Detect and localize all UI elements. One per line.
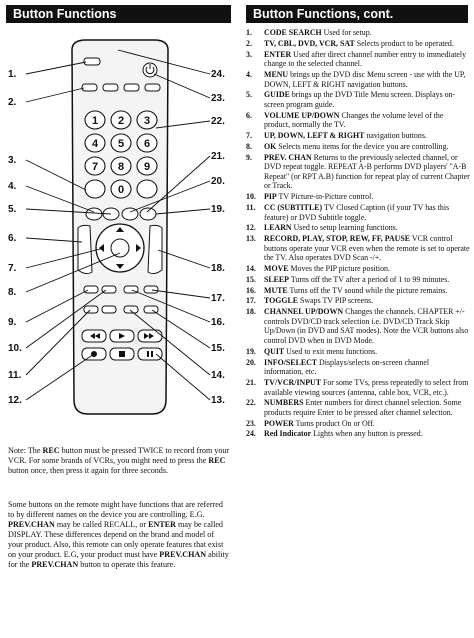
function-number: 18.: [246, 307, 256, 317]
function-item: [246, 264, 470, 274]
function-number: 14.: [246, 264, 256, 274]
function-key: TV, CBL, DVD, VCR, SAT: [264, 38, 355, 48]
function-key: MUTE: [264, 285, 288, 295]
function-description: Turns product On or Off.: [293, 418, 375, 428]
remote-illustration: [6, 28, 234, 438]
function-description: brings up the DVD disc Menu screen - use with the UP, DOWN, LEFT & RIGHT navigation buttons.: [264, 69, 466, 89]
function-item: [246, 142, 470, 152]
function-item: [246, 39, 470, 49]
function-description: TV Closed Caption (if your TV has this feature) or DVD Subtitle toggle.: [264, 202, 450, 222]
function-description: Used to exit menu functions.: [284, 346, 378, 356]
callout-12: 12.: [8, 395, 22, 406]
function-number: 8.: [246, 141, 252, 151]
callout-8: 8.: [8, 287, 17, 298]
callout-2: 2.: [8, 97, 17, 108]
function-number: 23.: [246, 418, 256, 428]
callout-20: 20.: [211, 176, 225, 187]
function-item: [246, 307, 470, 345]
function-item: [246, 296, 470, 306]
function-number: 20.: [246, 357, 256, 367]
function-number: 17.: [246, 296, 256, 306]
function-description: Moves the PIP picture position.: [288, 264, 390, 274]
key-1: 1: [91, 115, 99, 127]
function-number: 21.: [246, 377, 256, 387]
function-number: 9.: [246, 152, 252, 162]
function-item: [246, 203, 470, 222]
function-number: 13.: [246, 234, 256, 244]
function-description: Used for setup.: [321, 28, 372, 37]
callout-9: 9.: [8, 317, 17, 328]
callout-10: 10.: [8, 343, 22, 354]
callout-19: 19.: [211, 204, 225, 215]
function-description: Lights when any button is pressed.: [311, 429, 423, 439]
key-8: 8: [117, 161, 125, 173]
function-number: 10.: [246, 192, 256, 202]
function-item: [246, 50, 470, 69]
function-description: Used to setup learning functions.: [291, 223, 398, 233]
key-4: 4: [91, 138, 99, 150]
function-number: 22.: [246, 398, 256, 408]
function-key: SLEEP: [264, 274, 289, 284]
right-header: Button Functions, cont.: [246, 5, 468, 23]
function-number: 19.: [246, 346, 256, 356]
key-0: 0: [117, 184, 125, 196]
function-key: TOGGLE: [264, 296, 299, 306]
function-description: Enter numbers for direct channel selection. Some products require Enter to be pressed after channel selection.: [264, 398, 462, 417]
function-key: PIP: [264, 192, 277, 202]
function-item: [246, 419, 470, 429]
function-key: UP, DOWN, LEFT & RIGHT: [264, 131, 365, 141]
callout-22: 22.: [211, 116, 225, 127]
key-5: 5: [117, 138, 125, 150]
function-description: navigation buttons.: [364, 131, 427, 141]
function-key: RECORD, PLAY, STOP, REW, FF, PAUSE: [264, 234, 411, 244]
function-item: [246, 70, 470, 89]
function-item: [246, 275, 470, 285]
remote-drawing: [6, 28, 234, 438]
function-item: [246, 398, 470, 417]
callout-17: 17.: [211, 293, 225, 304]
key-7: 7: [91, 161, 99, 173]
function-number: 2.: [246, 38, 252, 48]
function-key: OK: [264, 141, 277, 151]
function-description: Turns off the TV after a period of 1 to 99 minutes.: [289, 274, 450, 284]
function-item: [246, 131, 470, 141]
function-description: Returns to the previously selected channel, or DVD repeat toggle. REPEAT A-B performs DVD players' "A-B Repeat" (or RPT A.B) function for repeat play of current Chapter or Track.: [264, 152, 470, 191]
callout-7: 7.: [8, 263, 17, 274]
callout-24: 24.: [211, 69, 225, 80]
function-key: VOLUME UP/DOWN: [264, 110, 340, 120]
function-item: [246, 429, 470, 439]
naming-note: Some buttons on the remote might have functions that are referred to by different names on the device you are controlling. E.G. PREV.CHAN may be called RECALL, or ENTER may be called DISPLAY. These differences depend on the brand and model of your product. Also, this remote can only operate features that exist on your product. E.G, your product must have PREV.CHAN ability for the PREV.CHAN button to operate this feature.: [8, 500, 229, 569]
function-key: ENTER: [264, 49, 292, 59]
function-key: POWER: [264, 418, 294, 428]
function-description: TV Picture-in-Picture control.: [276, 192, 374, 202]
callout-1: 1.: [8, 69, 17, 80]
function-item: [246, 223, 470, 233]
callout-18: 18.: [211, 263, 225, 274]
function-item: [246, 153, 470, 191]
key-6: 6: [143, 138, 151, 150]
function-description: VCR control buttons operate your VCR even when the remote is set to operate the TV. Also operates DVD Scan -/+.: [264, 234, 470, 263]
function-item: [246, 286, 470, 296]
function-description: Swaps TV PIP screens.: [298, 296, 374, 306]
function-item: [246, 28, 470, 38]
function-key: CC (SUBTITLE): [264, 202, 323, 212]
function-description: Changes the channels. CHAPTER +/- controls DVD/CD track selection i.e. DVD/CD Track Skip Up/Down (in DVD and SAT modes). Note the VCR buttons also control DVD when in DVD Mode.: [264, 307, 469, 345]
callout-4: 4.: [8, 181, 17, 192]
function-item: [246, 111, 470, 130]
function-item: [246, 90, 470, 109]
function-key: PREV. CHAN: [264, 152, 312, 162]
function-number: 12.: [246, 223, 256, 233]
function-description: Changes the volume level of the product, normally the TV.: [264, 110, 444, 130]
function-number: 1.: [246, 28, 252, 37]
function-number: 15.: [246, 274, 256, 284]
function-key: GUIDE: [264, 90, 290, 100]
function-key: TV/VCR/INPUT: [264, 377, 321, 387]
callout-15: 15.: [211, 343, 225, 354]
function-key: MOVE: [264, 264, 289, 274]
function-description: Used after direct channel number entry to immediately change to the selected channel.: [264, 49, 467, 69]
key-9: 9: [143, 161, 151, 173]
function-description: brings up the DVD Title Menu screen. Displays on-screen program guide.: [264, 90, 456, 109]
function-key: INFO/SELECT: [264, 357, 318, 367]
function-key: Red Indicator: [264, 429, 312, 439]
function-description: Turns off the TV sound while the picture remains.: [287, 285, 448, 295]
function-description: Displays/selects on-screen channel information, etc.: [264, 357, 430, 377]
callout-23: 23.: [211, 93, 225, 104]
callout-21: 21.: [211, 151, 225, 162]
callout-13: 13.: [211, 395, 225, 406]
rec-note: Note: The REC button must be pressed TWICE to record from your VCR. For some brands of VCRs, you might need to press the REC button once, then press it again for three seconds.: [8, 446, 230, 475]
function-number: 7.: [246, 131, 252, 141]
function-key: CHANNEL UP/DOWN: [264, 307, 344, 317]
function-item: [246, 234, 470, 263]
key-2: 2: [117, 115, 125, 127]
key-3: 3: [143, 115, 151, 127]
function-description: Selects product to be operated.: [354, 38, 454, 48]
function-number: 6.: [246, 110, 252, 120]
function-key: CODE SEARCH: [264, 28, 322, 37]
function-key: LEARN: [264, 223, 292, 233]
left-header: Button Functions: [6, 5, 231, 23]
function-number: 3.: [246, 49, 252, 59]
function-item: [246, 347, 470, 357]
function-list: [246, 28, 470, 440]
function-number: 11.: [246, 202, 256, 212]
callout-14: 14.: [211, 370, 225, 381]
function-key: MENU: [264, 69, 289, 79]
callout-16: 16.: [211, 317, 225, 328]
function-item: [246, 358, 470, 377]
callout-6: 6.: [8, 233, 17, 244]
function-key: NUMBERS: [264, 398, 304, 408]
function-description: Selects menu items for the device you are controlling.: [276, 141, 449, 151]
function-description: For some TVs, press repeatedly to select from available viewing sources (antenna, cable box, VCR, etc.).: [264, 377, 469, 397]
callout-3: 3.: [8, 155, 17, 166]
function-item: [246, 378, 470, 397]
callout-5: 5.: [8, 204, 17, 215]
function-number: 16.: [246, 285, 256, 295]
function-key: QUIT: [264, 346, 285, 356]
function-number: 24.: [246, 429, 256, 439]
callout-11: 11.: [8, 370, 22, 381]
function-item: [246, 192, 470, 202]
function-number: 5.: [246, 90, 252, 100]
function-number: 4.: [246, 69, 252, 79]
